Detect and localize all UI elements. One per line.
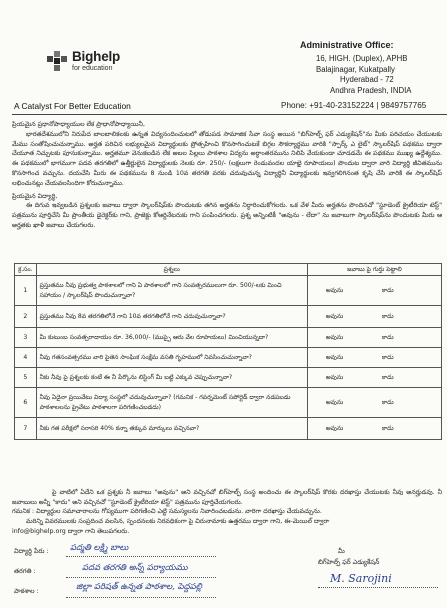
row-number: 4 xyxy=(15,348,37,368)
letter-body xyxy=(12,120,442,231)
school-label: పాఠశాల : xyxy=(14,587,39,595)
row-question: ప్రస్తుతము నీవు 8వ తరగతిలోనే గాని 10వ తరగతిలోనే గాని చదువుచున్నావా? xyxy=(36,306,307,328)
org-tagline: A Catalyst For Better Education xyxy=(14,101,131,111)
table-row xyxy=(15,368,442,388)
answer-cell xyxy=(307,368,441,388)
eligibility-note: పై వాటిలో ఏదేని ఒక ప్రశ్నకు నీ జవాబు "అవును" అని వచ్చినచో బిగ్‌హెల్ప్ సంస్థ అందించు ఈ స్కాలర్‌షిప్ కొరకు దరఖాస్తు చేయుటకు నీవు అనర్హుడవు. నీ జవాబులు అన్నీ "కాదు" అని వచ్చినచో "స్టూడెంట్ క్రైటీరియా టెస్ట్" పత్రమును పూర్తిచేయగలరు. xyxy=(12,489,442,506)
office-phone: Phone: +91-40-23152224 | 9849757765 xyxy=(281,101,427,110)
table-row xyxy=(15,276,442,306)
salutation-headmaster: ప్రియమైన ప్రధానోపాధ్యాయుల లేక ప్రాధానోపాధ్యాయినీ, xyxy=(12,121,145,128)
row-question: ప్రస్తుతము నీవు ప్రభుత్వ పాఠశాలలో గాని ఏ పాఠశాలలో గాని సంవత్సరములుగా రూ. 500/-లకు మించి సహాయం / స్కాలర్‌షిప్ పొందుచున్నావా? xyxy=(36,276,307,306)
answer-cell xyxy=(307,306,441,328)
office-line: Andhra Pradesh, INDIA xyxy=(330,85,412,95)
answer-no[interactable]: కాదు xyxy=(381,424,394,432)
answer-no[interactable]: కాదు xyxy=(381,312,394,320)
table-header-row xyxy=(15,264,442,276)
student-name-line xyxy=(66,556,216,557)
class-value[interactable]: పదవ తరగతి అన్న్ పర్యాయము xyxy=(82,563,188,573)
table-row xyxy=(15,306,442,328)
answer-no[interactable]: కాదు xyxy=(381,333,394,341)
footer-notes xyxy=(12,488,442,526)
answer-yes[interactable]: అవును xyxy=(325,286,344,294)
answer-no[interactable]: కాదు xyxy=(381,286,394,294)
office-line: Hyderabad - 72 xyxy=(340,75,394,85)
eligibility-table xyxy=(14,263,442,440)
row-number: 5 xyxy=(15,368,37,388)
answer-yes[interactable]: అవును xyxy=(325,353,344,361)
org-subtitle: for education xyxy=(72,65,113,72)
col-header-question: ప్రశ్నలు xyxy=(36,264,307,276)
answer-cell xyxy=(307,348,441,368)
answer-yes[interactable]: అవును xyxy=(325,333,344,341)
col-header-answer: జవాబు పై గుర్తు పెట్టాలి xyxy=(307,264,441,276)
answer-cell xyxy=(307,418,441,440)
table-row xyxy=(15,328,442,348)
class-label: తరగతి : xyxy=(14,567,36,575)
answer-yes[interactable]: అవును xyxy=(325,398,344,406)
header-divider xyxy=(12,114,447,115)
table-row xyxy=(15,418,442,440)
row-question: నీవు ఏదైనా ప్రయివేటు విద్యా సంస్థలో చదువుచున్నావా? (గమనిక - గవర్నమెంట్ సపోర్టెడ్ ద్వారా నడపబడు పాఠశాలలను ప్రైవేటు పాఠశాలగా పరిగణించబడదు) xyxy=(36,388,307,418)
row-number: 7 xyxy=(15,418,37,440)
answer-no[interactable]: కాదు xyxy=(381,353,394,361)
contact-note: మరిన్ని వివరములకు సంప్రదించ వలసిన, స్పందనలకు నిరవధికంగా పై చిరునామాకు ఉత్తరము ద్వారా గాని, ఈ-మెయిల్ ద్వారా xyxy=(26,517,330,525)
answer-cell xyxy=(307,388,441,418)
bighelp-logo-icon xyxy=(46,50,68,72)
row-number: 2 xyxy=(15,306,37,328)
row-number: 3 xyxy=(15,328,37,348)
privacy-note: గమనిక : విద్యార్థుల సమాచారాలను గోప్యముగా పరిగణించి ఎట్టి సమస్యలను నివారించబడును. వారిగా దరఖాస్తు చేయవచ్చును. xyxy=(12,508,322,516)
row-question: నీకు గత పరీక్షలో సరాసరి 40% కన్నా తక్కువ మార్కులు వచ్చినవా? xyxy=(36,418,307,440)
contact-email: info@bighelp.org ద్వారా గాని తెలుపగలరు. xyxy=(12,528,130,535)
row-question: నీవు గతసంవత్సరము వారి పైతెన సాంఘిక సంక్షేమ వసతి గృహములో నివసించుచున్నావా? xyxy=(36,348,307,368)
office-line: 16, HIGH. (Duplex), APHB xyxy=(316,54,408,64)
intro-paragraph: భారతదేశములోని నిరుపేద బాలబాలికలకు ఉన్నత విద్యనందించుటలో తోడుపడ సామాజిక సేవా సంస్థ అయిన "బిగ్‌హెల్ప్ ఫర్ ఎడ్యుకేషన్"ను మీకు పరిచయం చేయుటకు మేము సంతోషించుచున్నాము. అర్హత పరిచిన లభ్యులమైన విద్యార్థులకు ప్రోత్సహించి కొనసాగించుటకే బిగ్గల సౌకర్యార్థము వారికి "స్పార్క్ ఎ లైట్" స్కాలర్‌షిప్ పథకము ద్వారా చేయూత నిచ్చుటకు పూనుకున్నాము. అర్హతమూ వెనుకబడిన లేక అబల పిల్లలు పాఠశాల విద్యను అర్ధాంతరమును నిలిపి వేయకుండా చూడడమే ఈ పథకము ముఖ్య ఉద్దేశ్యము. ఈ పథకములో భాగముగా పదవ తరగతిలో ఉత్తీర్ణులైన విద్యార్థులకు నెలకు రూ. 250/- (లక్షలుగా రెండువందల యాభై రూపాయలు) పొందుట ద్వారా వారి విద్యార్థి జీవితమును కొనసాగించ వచ్చును. దయచేసి మీరు ఈ పథకమును 8 నుండి 10వ తరగతి వరకు చదువుచున్న విద్యార్థినీ విద్యార్థులకు ఇవ్వగలిగినంత కృషి చేసి వారికి ఈ స్కాలర్‌షిప్ లభించునట్లు చేయవలసిందిగా కోరుచున్నాము. xyxy=(12,130,442,187)
answer-no[interactable]: కాదు xyxy=(381,373,394,381)
table-row xyxy=(15,388,442,418)
answer-yes[interactable]: అవును xyxy=(325,312,344,320)
answer-yes[interactable]: అవును xyxy=(325,424,344,432)
signature-line xyxy=(318,587,438,588)
row-question: నీకు నీవు పై ప్రశ్నలకు కంటే ఈ నీ పేర్కొను లిస్టింగ్ మీ బట్టి ఎక్కువ చెప్పుచున్నావా? xyxy=(36,368,307,388)
salutation-student: ప్రియమైన విద్యార్థి, xyxy=(12,192,58,200)
answer-cell xyxy=(307,276,441,306)
office-address xyxy=(300,40,447,96)
closing-org: బిగ్‌హెల్ప్ ఫర్ ఎడ్యుకేషన్ xyxy=(318,558,380,566)
office-line: Balajinagar, Kukatpally xyxy=(316,64,395,74)
table-row xyxy=(15,348,442,368)
student-name-value[interactable]: పద్మతి లక్ష్మి బాలు xyxy=(70,543,129,553)
instructions-paragraph: ఈ దిగువ ఇవ్వబడిన ప్రశ్నలకు జవాబు ద్వారా స్కాలర్‌షిప్‌కు పొందుటకు తగిన అర్హతను నిర్ధారించుకోగలరు. ఒక వేళ మీరు అర్హతను పొందినచో "స్టూడెంట్ క్రైటీరియా టెస్ట్" పత్రమును పూర్తిచేసి మీ ప్రాంతీయ డైరెక్టర్‌కు గాని, ప్రాజెక్టు కోఆర్డినేటరుకు గాని పంపించగలరు. ప్రశ్న అన్నింటికీ "అవును - లేదా" ను జవాబుగా స్కాలర్‌షిప్‌ను పొందుటకు మీరు ఆ అర్హతకు ఖాళీ జవాబు చేయగలరు. xyxy=(12,202,442,229)
col-header-number: క్ర.సం. xyxy=(15,264,37,276)
row-question: మీ కుటుంబ సంవత్సరాదాయం రూ. 36,000/- (ముప్పై ఆరు వేల రూపాయలు) మించియున్నదా? xyxy=(36,328,307,348)
answer-yes[interactable]: అవును xyxy=(325,373,344,381)
answer-cell xyxy=(307,328,441,348)
office-title: Administrative Office: xyxy=(300,40,394,50)
org-name: Bighelp xyxy=(72,49,121,64)
school-value[interactable]: జిల్లా పరిషత్ ఉన్నత పాఠశాల, పెద్దపల్లి xyxy=(76,582,202,592)
closing-label: మీ xyxy=(338,547,345,555)
school-line xyxy=(66,597,216,598)
signature-image: M. Sarojini xyxy=(330,572,392,585)
class-line xyxy=(66,577,216,578)
row-number: 1 xyxy=(15,276,37,306)
row-number: 6 xyxy=(15,388,37,418)
student-name-label: విద్యార్థి పేరు : xyxy=(14,547,49,555)
answer-no[interactable]: కాదు xyxy=(381,398,394,406)
